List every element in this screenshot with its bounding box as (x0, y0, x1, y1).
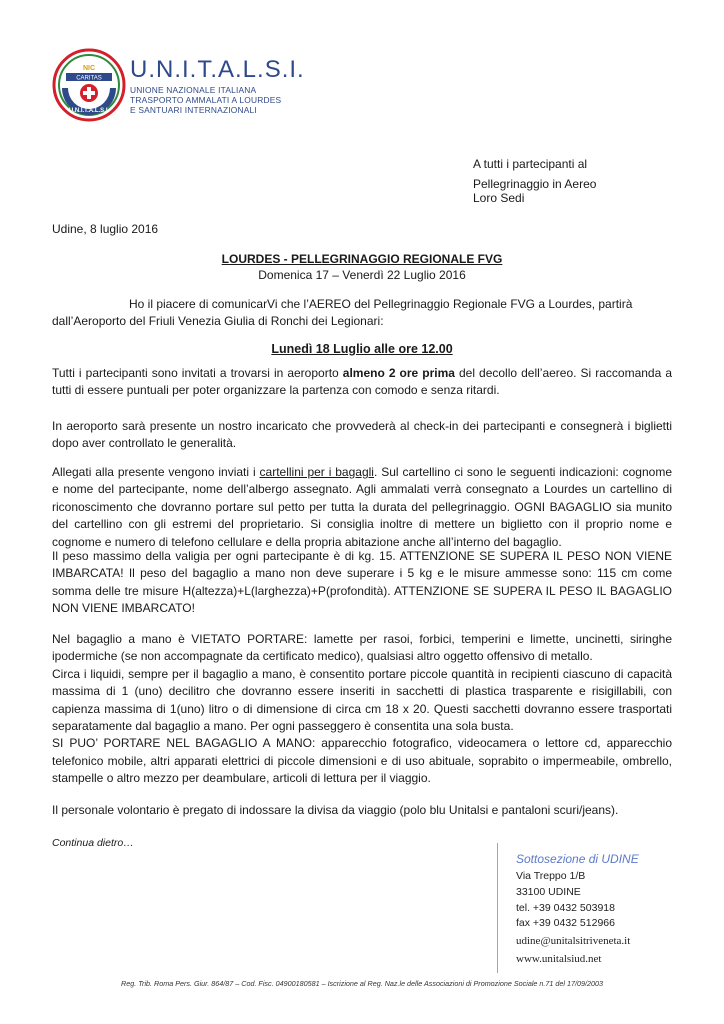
logo-band-text: CARITAS (76, 75, 102, 82)
intro-first-line: Ho il piacere di comunicarVi che l’AEREO del Pellegrinaggio Regionale FVG a Lourdes, partirà (129, 297, 633, 311)
recipient-line-2: Pellegrinaggio in Aereo (473, 177, 597, 191)
recipient-line-3: Loro Sedi (473, 191, 525, 205)
p3-text-before: Allegati alla presente vengono inviati i (52, 465, 260, 479)
p1-text-after: del decollo dell’aereo. Si raccomanda a tutti di essere puntuali per poter organizzare la partenza con comodo e senza ritardi. (52, 366, 672, 398)
organization-name: U.N.I.T.A.L.S.I. (130, 56, 305, 83)
letter-date: Udine, 8 luglio 2016 (52, 222, 159, 236)
organization-line-3: E SANTUARI INTERNAZIONALI (130, 105, 257, 115)
contact-title: Sottosezione di UDINE (516, 852, 639, 866)
intro-second-line: dall’Aeroporto del Friuli Venezia Giulia di Ronchi dei Legionari: (52, 314, 384, 329)
p5-forbidden-items: Nel bagaglio a mano è VIETATO PORTARE: lamette per rasoi, forbici, temperini e limette, uncinetti, siringhe ipodermiche (se non accompagnate da certificato medico), qualsiasi altro oggetto offensivo di metallo. (52, 632, 672, 664)
paragraph-weight-limits: Il peso massimo della valigia per ogni partecipante è di kg. 15. ATTENZIONE SE SUPERA IL PESO NON VIENE IMBARCATA! Il peso del bagaglio a mano non deve superare i 5 kg e le misure ammesse sono: 115 cm come somma delle tre misure H(altezza)+L(larghezza)+P(profondità). ATTENZIONE SE SUPERA IL PESO IL BAGAGLIO NON VIENE IMBARCATO! (52, 549, 672, 616)
logo-bottom-text: U.N.I.T.A.L.S.I. (68, 108, 110, 114)
logo-top-text: NIC (82, 65, 96, 72)
p5-liquids: Circa i liquidi, sempre per il bagaglio a mano, è consentito portare piccole quantità in recipienti ciascuno di capacità massima di 1 (uno) decilitro che dovranno essere inseriti in sacchetti di plastica trasparente e risigillabili, con capienza massima di 1(uno) litro o di dimensione di circa cm 18 x 20. Questi sacchetti dovranno essere trasportati separatamente dal bagaglio a mano. Per ogni passeggero è consentita una sola busta. (52, 666, 672, 734)
contact-fax: fax +39 0432 512966 (516, 917, 615, 929)
paragraph-uniform: Il personale volontario è pregato di indossare la divisa da viaggio (polo blu Unitalsi e pantaloni scuri/jeans). (52, 803, 619, 817)
p3-text-after: . Sul cartellino ci sono le seguenti indicazioni: cognome e nome del partecipante, nome dell’albergo assegnato. Agli ammalati verrà consegnato a Lourdes un cartellino di riconoscimento che dovranno portare sul petto per tutta la durata del pellegrinaggio. OGNI BAGAGLIO sia munito del cartellino con gli estremi del proprietario. Si consiglia inoltre di mettere un biglietto con il proprio nome e cognome e numero di telefono cellulare e della propria abitazione anche all’interno del bagaglio. (52, 465, 672, 549)
paragraph-meeting-time (52, 365, 672, 400)
p1-bold-text: almeno 2 ore prima (342, 366, 455, 380)
p1-text-before: Tutti i partecipanti sono invitati a trovarsi in aeroporto (52, 366, 343, 380)
paragraph-luggage-tags (52, 464, 672, 551)
contact-phone: tel. +39 0432 503918 (516, 902, 615, 914)
unitalsi-logo (52, 48, 126, 122)
letter-subtitle: Domenica 17 – Venerdì 22 Luglio 2016 (258, 268, 466, 282)
departure-datetime: Lunedì 18 Luglio alle ore 12.00 (271, 342, 453, 356)
contact-street: Via Treppo 1/B (516, 870, 586, 882)
contact-divider (497, 843, 498, 973)
letter-title: LOURDES - PELLEGRINAGGIO REGIONALE FVG (221, 252, 503, 266)
legal-footer: Reg. Trib. Roma Pers. Giur. 864/87 – Cod. Fisc. 04900180581 – Iscrizione al Reg. Naz.le delle Associazioni di Promozione Sociale n.71 del 17/09/2003 (121, 979, 603, 988)
recipient-line-1: A tutti i partecipanti al (473, 157, 588, 171)
organization-line-1: UNIONE NAZIONALE ITALIANA (130, 85, 257, 95)
contact-city: 33100 UDINE (516, 886, 581, 898)
contact-website[interactable]: www.unitalsiud.net (516, 953, 602, 965)
paragraph-check-in: In aeroporto sarà presente un nostro incaricato che provvederà al check-in dei partecipanti e consegnerà i biglietti dopo aver controllato le generalità. (52, 419, 672, 451)
paragraph-hand-luggage (52, 631, 672, 788)
organization-line-2: TRASPORTO AMMALATI A LOURDES (130, 95, 282, 105)
intro-paragraph (52, 296, 672, 331)
continued-note: Continua dietro… (52, 837, 134, 849)
p5-allowed-items: SI PUO’ PORTARE NEL BAGAGLIO A MANO: apparecchio fotografico, videocamera o lettore cd, apparecchio telefonico mobile, altri apparati elettrici di piccole dimensioni e di uso abituale, soprabito o impermeabile, ombrello, stampelle o altro mezzo per deambulare, articoli di lettura per il viaggio. (52, 736, 672, 786)
p3-underlined-text: cartellini per i bagagli (259, 465, 374, 479)
contact-email[interactable]: udine@unitalsitriveneta.it (516, 935, 631, 947)
